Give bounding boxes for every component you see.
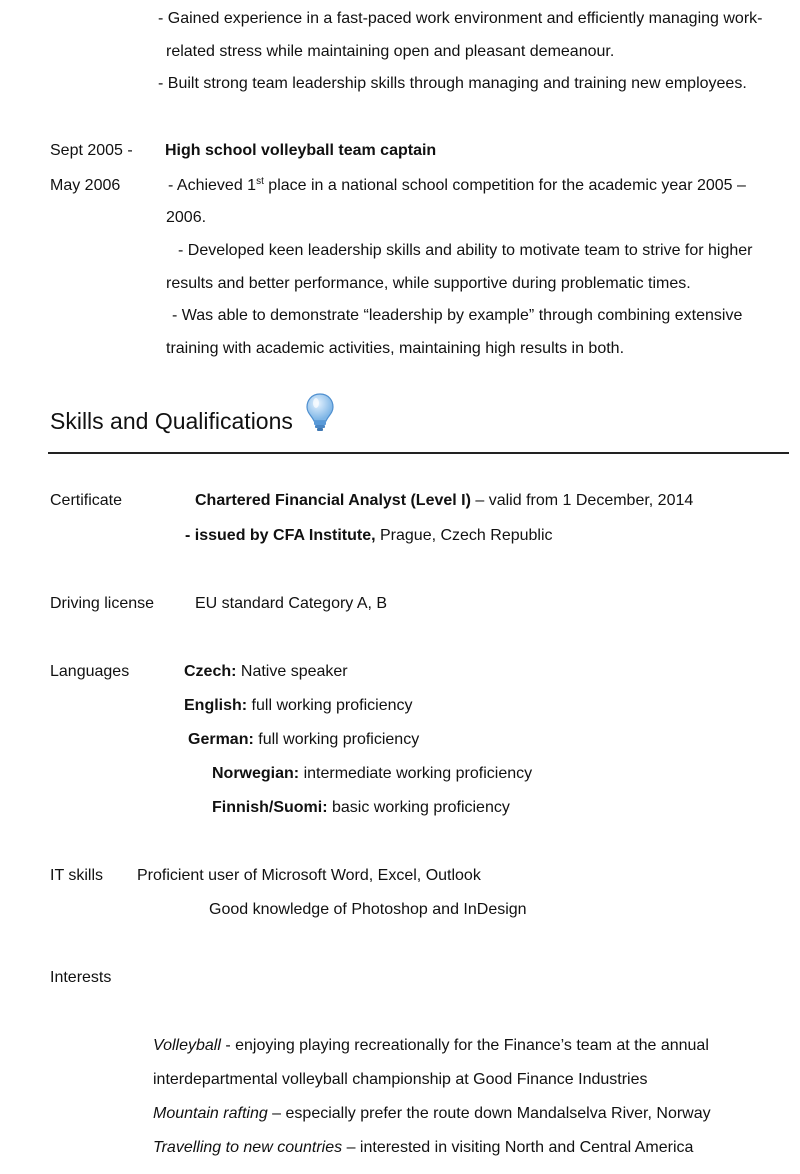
language-item (184, 662, 348, 682)
driving-value: EU standard Category A, B (195, 595, 388, 612)
bullet-1-sup: st (256, 176, 264, 187)
language-name: English: (184, 697, 248, 714)
certificate-validity: – valid from 1 December, 2014 (470, 492, 694, 509)
language-name: German: (188, 731, 254, 748)
skills-heading: Skills and Qualifications (50, 408, 293, 434)
it-line-1: Proficient user of Microsoft Word, Excel, Outlook (137, 867, 481, 884)
language-level: Native speaker (236, 663, 348, 680)
interest-desc: especially prefer the route down Mandalselva River, Norway (285, 1105, 711, 1122)
language-name: Norwegian: (212, 765, 300, 782)
it-label: IT skills (50, 867, 104, 884)
volleyball-title: High school volleyball team captain (165, 142, 437, 159)
certificate-label: Certificate (50, 492, 123, 509)
volleyball-bullet-1 (168, 176, 746, 196)
interest-sep: – (267, 1105, 286, 1122)
work-bullet-1-cont: related stress while maintaining open and pleasant demeanour. (166, 43, 615, 60)
volleyball-bullet-2-cont: results and better performance, while supportive during problematic times. (166, 275, 691, 292)
interest-sep: - (220, 1037, 236, 1054)
language-item (184, 696, 413, 716)
work-bullet-2: - Built strong team leadership skills through managing and training new employees. (158, 75, 747, 92)
volleyball-date-end: May 2006 (50, 177, 121, 194)
certificate-place: Prague, Czech Republic (375, 527, 553, 544)
interest-item (153, 1036, 709, 1056)
driving-label: Driving license (50, 595, 155, 612)
volleyball-date-start: Sept 2005 - (50, 142, 133, 159)
interest-name: Volleyball (153, 1037, 221, 1054)
language-level: basic working proficiency (327, 799, 510, 816)
volleyball-bullet-3: - Was able to demonstrate “leadership by example” through combining extensive (172, 307, 743, 324)
bullet-1-pre: - Achieved 1 (168, 177, 257, 194)
interests-label: Interests (50, 969, 112, 986)
volleyball-bullet-2: - Developed keen leadership skills and ability to motivate team to strive for higher (178, 242, 753, 259)
certificate-issuer-line (185, 526, 553, 546)
interest-sep: – (342, 1139, 360, 1156)
interest-desc: enjoying playing recreationally for the Finance’s team at the annual (235, 1037, 709, 1054)
it-line-2: Good knowledge of Photoshop and InDesign (209, 901, 527, 918)
interest-desc: interested in visiting North and Central America (359, 1139, 694, 1156)
certificate-line (195, 491, 693, 511)
language-item (212, 764, 532, 784)
lightbulb-icon (305, 392, 335, 434)
language-level: full working proficiency (253, 731, 420, 748)
certificate-issuer: - issued by CFA Institute, (185, 527, 376, 544)
bullet-1-post: place in a national school competition for the academic year 2005 – (263, 177, 746, 194)
volleyball-bullet-1-cont: 2006. (166, 209, 207, 226)
volleyball-bullet-3-cont: training with academic activities, maintaining high results in both. (166, 340, 625, 357)
interest-item (153, 1104, 711, 1124)
interest-volleyball-cont: interdepartmental volleyball championship at Good Finance Industries (153, 1071, 648, 1088)
language-level: full working proficiency (247, 697, 413, 714)
certificate-name: Chartered Financial Analyst (Level I) (195, 492, 471, 509)
interest-name: Mountain rafting (153, 1105, 268, 1122)
language-level: intermediate working proficiency (299, 765, 533, 782)
interest-item (153, 1138, 693, 1158)
section-divider (48, 452, 789, 454)
language-name: Czech: (184, 663, 237, 680)
language-item (188, 730, 419, 750)
languages-label: Languages (50, 663, 130, 680)
interest-name: Travelling to new countries (153, 1139, 343, 1156)
work-bullet-1: - Gained experience in a fast-paced work environment and efficiently managing work- (158, 10, 763, 27)
language-item (212, 798, 510, 818)
language-name: Finnish/Suomi: (212, 799, 328, 816)
